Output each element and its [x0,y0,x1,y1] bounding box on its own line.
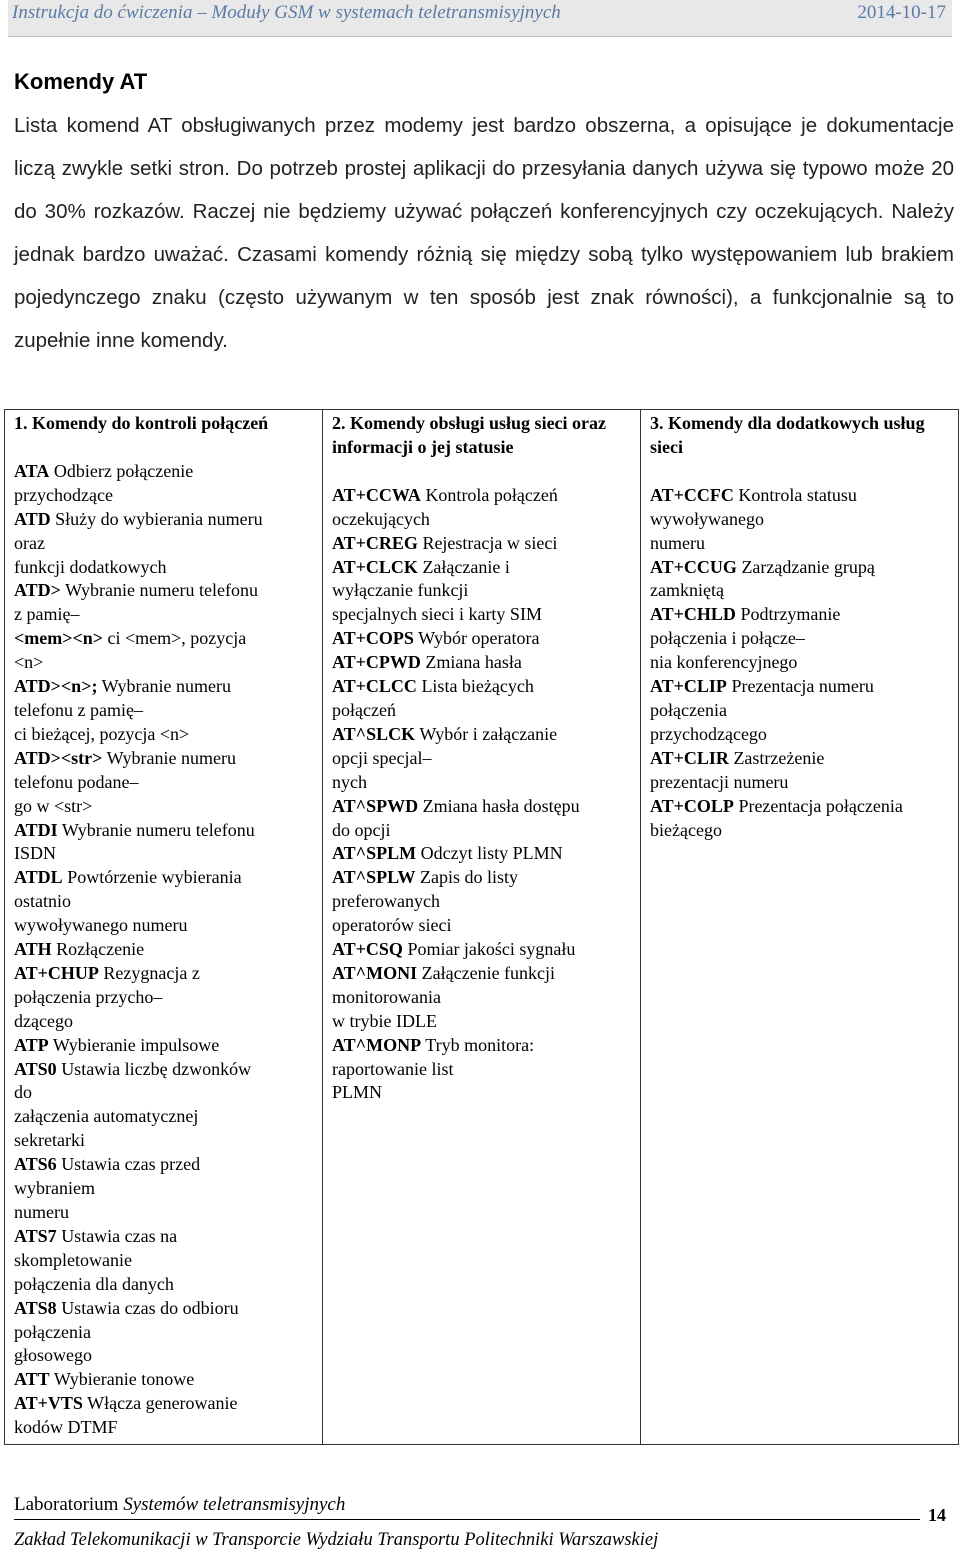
command-description: Pomiar jakości sygnału [402,939,576,960]
command-code: AT+CCWA [332,484,421,505]
at-commands-table [4,409,959,1445]
command-entry [650,484,950,556]
command-entry [332,962,632,1034]
command-description: połączenia [650,699,727,720]
header-title: Instrukcja do ćwiczenia – Moduły GSM w systemach teletransmisyjnych [12,2,561,23]
command-line [650,579,950,603]
command-description: wybraniem [14,1178,95,1199]
command-code: AT+CLCK [332,556,418,577]
command-description: załączenia automatycznej [14,1106,199,1127]
command-entry [14,938,314,962]
command-line [14,603,314,627]
command-line [14,508,314,532]
command-description: PLMN [332,1082,383,1103]
command-line [14,819,314,843]
command-code: AT+CREG [332,532,418,553]
command-description: Podtrzymanie [735,604,841,625]
command-line [14,532,314,556]
command-code: ATS6 [14,1154,57,1175]
command-line [14,460,314,484]
command-description: Rejestracja w sieci [417,532,558,553]
command-code: AT+VTS [14,1393,83,1414]
command-description: kodów DTMF [14,1417,118,1438]
command-line [332,579,632,603]
command-line [332,890,632,914]
command-line [332,1034,632,1058]
command-description: nia konferencyjnego [650,652,798,673]
command-description: Ustawia czas przed [56,1154,201,1175]
command-line [14,699,314,723]
command-line [650,771,950,795]
command-entry [332,938,632,962]
command-entry [332,556,632,628]
column-title: 3. Komendy dla dodatkowych usług sieci [650,413,925,457]
command-line [14,723,314,747]
command-entry [14,627,314,675]
command-description: przychodzącego [650,723,767,744]
command-description: Wybranie numeru telefonu [60,580,258,601]
command-entry [14,1368,314,1392]
command-code: ATS8 [14,1297,57,1318]
command-line [650,795,950,819]
command-description: Ustawia liczbę dzwonków [56,1058,252,1079]
command-line [14,795,314,819]
command-line [14,556,314,580]
command-description: Odczyt listy PLMN [416,843,563,864]
command-line [14,1129,314,1153]
command-description: wywoływanego numeru [14,915,188,936]
command-description: opcji specjal– [332,747,432,768]
table-row [5,410,959,1445]
command-description: bieżącego [650,819,722,840]
command-line [332,1058,632,1082]
command-description: Zapis do listy [415,867,518,888]
command-description: dzącego [14,1010,73,1031]
command-description: Rezygnacja z [98,962,200,983]
command-line [14,1058,314,1082]
command-description: Zmiana hasła [420,652,522,673]
command-line [332,651,632,675]
command-line [650,651,950,675]
command-description: oraz [14,532,45,553]
command-code: AT^MONI [332,962,418,983]
command-description: połączeń [332,699,396,720]
command-description: numeru [14,1202,69,1222]
command-description: ci <mem>, pozycja [103,628,247,649]
command-code: ATDI [14,819,58,840]
command-description: prezentacji numeru [650,771,789,792]
command-description: z pamię– [14,604,80,625]
command-description: ci bieżącej, pozycja <n> [14,723,190,744]
command-line [14,771,314,795]
command-code: AT+CSQ [332,939,403,960]
command-line [332,1081,632,1105]
command-code: AT^SPLM [332,843,417,864]
command-code: ATS0 [14,1058,57,1079]
column-entries [14,460,314,1440]
command-entry [650,603,950,675]
command-description: Rozłączenie [51,939,145,960]
command-line [14,890,314,914]
command-description: Wybór i załączanie [415,723,558,744]
page-header [8,0,952,37]
command-description: skompletowanie [14,1249,132,1270]
command-entry [332,651,632,675]
column-title: 1. Komendy do kontroli połączeń [14,413,269,433]
command-entry [332,675,632,723]
command-code: AT+CCFC [650,484,734,505]
command-code: AT+COPS [332,628,414,649]
command-line [14,484,314,508]
command-line [14,675,314,699]
command-line [332,603,632,627]
command-line [332,1010,632,1034]
command-description: raportowanie list [332,1058,454,1079]
column-entries [650,484,950,843]
command-code: ATDL [14,867,63,888]
command-code: AT+CHUP [14,962,99,983]
command-entry [650,795,950,843]
command-description: Wybranie numeru [97,676,231,697]
command-description: telefonu z pamię– [14,699,143,720]
command-line [14,651,314,675]
command-description: Prezentacja połączenia [733,795,903,816]
command-line [14,1225,314,1249]
command-line [332,675,632,699]
command-line [14,1177,314,1201]
command-description: połączenia dla danych [14,1273,174,1294]
command-line [650,556,950,580]
command-line [14,1392,314,1416]
page-number: 14 [928,1505,946,1525]
command-line [332,962,632,986]
command-line [650,675,950,699]
command-line [14,1368,314,1392]
command-line [650,532,950,556]
command-description: ostatnio [14,891,71,912]
command-line [14,866,314,890]
command-description: funkcji dodatkowych [14,556,167,577]
command-description: do opcji [332,819,391,840]
command-description: Ustawia czas do odbioru [56,1297,239,1318]
command-line [332,747,632,771]
command-code: AT+CPWD [332,652,421,673]
command-line [650,508,950,532]
command-code: AT+CLIP [650,676,727,697]
command-line [14,1081,314,1105]
command-entry [332,532,632,556]
command-description: Zastrzeżenie [728,747,825,768]
command-line [14,627,314,651]
command-description: specjalnych sieci i karty SIM [332,604,542,625]
command-description: Ustawia czas na [56,1225,178,1246]
command-description: numeru [650,532,705,553]
command-line [332,986,632,1010]
command-description: do [14,1082,32,1103]
command-line [650,699,950,723]
command-line [332,627,632,651]
command-entry [14,1225,314,1297]
command-entry [14,747,314,819]
command-description: Zmiana hasła dostępu [418,795,580,816]
command-description: wyłączanie funkcji [332,580,469,601]
command-code: ATA [14,460,50,481]
command-description: Wybieranie impulsowe [48,1034,220,1055]
command-description: <n> [14,652,44,673]
command-description: Włącza generowanie [82,1393,238,1414]
command-description: Wybór operatora [413,628,540,649]
command-line [650,627,950,651]
footer-lab-name: Systemów teletransmisyjnych [123,1494,346,1515]
command-line [332,699,632,723]
column-additional-services [641,410,959,1445]
command-code: ATD [14,508,51,529]
command-line [14,1105,314,1129]
command-code: AT+CCUG [650,556,737,577]
command-code: AT+CLCC [332,676,417,697]
command-entry [14,1153,314,1225]
command-entry [14,866,314,938]
command-entry [332,484,632,532]
command-entry [650,747,950,795]
command-description: Służy do wybierania numeru [50,508,263,529]
command-description: Kontrola statusu [733,484,857,505]
command-entry [650,556,950,604]
command-description: Załączenie funkcji [417,962,556,983]
command-entry [14,1058,314,1154]
command-line [14,1273,314,1297]
command-description: Tryb monitora: [421,1034,535,1055]
command-line [650,819,950,843]
command-entry [14,579,314,627]
command-description: go w <str> [14,795,93,816]
command-description: Wybranie numeru [102,747,236,768]
column-title: 2. Komendy obsługi usług sieci oraz informacji o jej statusie [332,413,607,457]
command-line [332,771,632,795]
footer-divider [14,1519,920,1520]
command-code: AT+COLP [650,795,734,816]
command-line [14,962,314,986]
command-line [14,1010,314,1034]
command-line [332,938,632,962]
command-entry [332,842,632,866]
command-entry [14,1392,314,1440]
command-code: AT^SLCK [332,723,416,744]
command-line [14,747,314,771]
command-line [650,484,950,508]
command-entry [650,675,950,747]
command-description: połączenia i połącze– [650,628,805,649]
command-description: wywoływanego [650,508,764,529]
command-description: Wybieranie tonowe [49,1369,195,1390]
command-description: Kontrola połączeń [420,484,558,505]
footer-institution: Zakład Telekomunikacji w Transporcie Wydziału Transportu Politechniki Warszawskiej [14,1530,659,1550]
command-code: AT^SPLW [332,867,416,888]
command-line [14,842,314,866]
command-description: oczekujących [332,508,430,529]
command-line [332,795,632,819]
command-line [332,508,632,532]
command-line [14,938,314,962]
command-description: Powtórzenie wybierania [62,867,242,888]
command-line [14,914,314,938]
footer-lab-prefix: Laboratorium [14,1494,124,1515]
command-description: preferowanych [332,891,440,912]
command-line [332,866,632,890]
command-description: operatorów sieci [332,915,452,936]
command-description: Odbierz połączenie [49,460,194,481]
command-description: głosowego [14,1345,92,1366]
command-description: telefonu podane– [14,771,139,792]
command-line [332,532,632,556]
command-line [14,1201,314,1225]
command-description: Lista bieżących [416,676,534,697]
command-line [14,1297,314,1321]
command-entry [14,962,314,1034]
command-code: ATH [14,939,52,960]
command-code: ATP [14,1034,49,1055]
command-code: ATS7 [14,1225,57,1246]
column-call-control [5,410,323,1445]
command-line [332,484,632,508]
command-description: nych [332,771,367,792]
command-code: ATT [14,1369,50,1390]
command-description: połączenia przycho– [14,986,163,1007]
command-code: AT^MONP [332,1034,422,1055]
footer-laboratory [14,1494,345,1516]
command-line [650,603,950,627]
command-description: zamkniętą [650,580,724,601]
command-entry [14,675,314,747]
command-line [14,579,314,603]
command-line [14,1321,314,1345]
command-line [332,556,632,580]
command-description: Załączanie i [417,556,510,577]
command-description: Zarządzanie grupą [736,556,875,577]
command-line [14,1034,314,1058]
command-entry [14,1034,314,1058]
command-entry [14,1297,314,1369]
command-line [14,986,314,1010]
command-line [14,1249,314,1273]
column-entries [332,484,632,1106]
command-line [14,1416,314,1440]
command-entry [14,460,314,508]
command-description: ISDN [14,843,57,864]
command-line [650,747,950,771]
command-code: AT+CHLD [650,604,736,625]
command-entry [14,508,314,580]
intro-paragraph: Lista komend AT obsługiwanych przez modemy jest bardzo obszerna, a opisujące je dokumentacje liczą zwykle setki stron. Do potrzeb prostej aplikacji do przesyłania danych używa się typowo może 20 do 30% rozkazów. Raczej nie będziemy używać połączeń konferencyjnych czy oczekujących. Należy jednak bardzo uważać. Czasami komendy różnią się między sobą tylko występowaniem lub brakiem pojedynczego znaku (często używanym w ten sposób jest znak równości), a funkcjonalnie są to zupełnie inne komendy. [14,114,954,352]
command-entry [332,723,632,795]
header-date: 2014-10-17 [857,2,946,23]
command-entry [14,819,314,867]
command-description: połączenia [14,1321,91,1342]
command-entry [332,866,632,938]
command-entry [332,1034,632,1106]
command-line [650,723,950,747]
command-description: Prezentacja numeru [726,676,874,697]
command-description: przychodzące [14,484,113,505]
command-line [14,1344,314,1368]
command-code: AT+CLIR [650,747,729,768]
command-description: sekretarki [14,1130,85,1151]
command-line [14,1153,314,1177]
command-code: ATD> [14,580,61,601]
command-line [332,723,632,747]
command-code: <mem><n> [14,628,104,649]
command-entry [332,795,632,843]
command-code: ATD><str> [14,747,103,768]
command-code: AT^SPWD [332,795,419,816]
column-network-services [323,410,641,1445]
command-line [332,819,632,843]
command-description: w trybie IDLE [332,1010,437,1031]
section-title: Komendy AT [14,69,148,94]
command-line [332,914,632,938]
command-entry [332,627,632,651]
command-description: Wybranie numeru telefonu [57,819,255,840]
command-code: ATD><n>; [14,676,98,697]
command-line [332,842,632,866]
command-description: monitorowania [332,986,441,1007]
